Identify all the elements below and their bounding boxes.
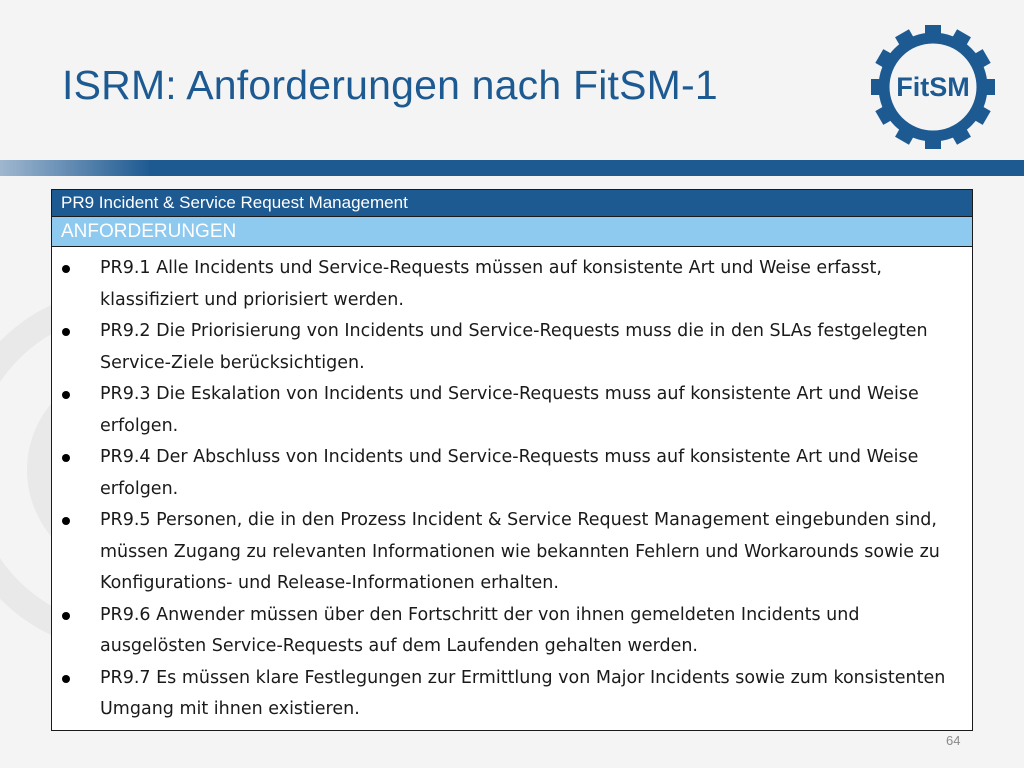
slide-title: ISRM: Anforderungen nach FitSM-1 bbox=[62, 62, 718, 108]
requirement-item bbox=[62, 663, 962, 726]
page-number: 64 bbox=[946, 733, 961, 748]
bullet-icon bbox=[62, 265, 70, 273]
requirement-item bbox=[62, 379, 962, 442]
title-divider-band bbox=[0, 160, 1024, 176]
bullet-icon bbox=[62, 612, 70, 620]
bullet-icon bbox=[62, 328, 70, 336]
bullet-icon bbox=[62, 675, 70, 683]
requirement-item bbox=[62, 505, 962, 600]
requirements-cell bbox=[52, 247, 973, 731]
requirement-text: PR9.1 Alle Incidents und Service-Requests müssen auf konsistente Art und Weise erfasst, klassifiziert und priorisiert werden. bbox=[100, 258, 882, 310]
bullet-icon bbox=[62, 517, 70, 525]
table-header: PR9 Incident & Service Request Management bbox=[52, 190, 973, 217]
requirement-text: PR9.7 Es müssen klare Festlegungen zur Ermittlung von Major Incidents sowie zum konsistenten Umgang mit ihnen existieren. bbox=[100, 667, 946, 719]
requirement-text: PR9.2 Die Priorisierung von Incidents und Service-Requests muss die in den SLAs festgelegten Service-Ziele berücksichtigen. bbox=[100, 321, 928, 373]
requirement-item bbox=[62, 442, 962, 505]
requirements-table bbox=[51, 189, 973, 731]
table-subheader: ANFORDERUNGEN bbox=[52, 217, 973, 247]
requirement-item bbox=[62, 253, 962, 316]
fitsm-logo bbox=[868, 24, 998, 150]
requirement-text: PR9.5 Personen, die in den Prozess Incident & Service Request Management eingebunden sind, müssen Zugang zu relevanten Informationen wie bekannten Fehlern und Workarounds sowie zu Konfigurations- und Release-Informationen erhalten. bbox=[100, 510, 940, 593]
requirement-text: PR9.6 Anwender müssen über den Fortschritt der von ihnen gemeldeten Incidents und ausgelösten Service-Requests auf dem Laufenden gehalten werden. bbox=[100, 604, 860, 656]
requirement-item bbox=[62, 600, 962, 663]
requirements-list bbox=[62, 253, 962, 726]
logo-text: FitSM bbox=[896, 72, 970, 102]
title-divider-accent bbox=[0, 160, 150, 176]
requirement-text: PR9.3 Die Eskalation von Incidents und Service-Requests muss auf konsistente Art und Weise erfolgen. bbox=[100, 384, 919, 436]
requirement-item bbox=[62, 316, 962, 379]
bullet-icon bbox=[62, 391, 70, 399]
bullet-icon bbox=[62, 454, 70, 462]
requirement-text: PR9.4 Der Abschluss von Incidents und Service-Requests muss auf konsistente Art und Weise erfolgen. bbox=[100, 447, 919, 499]
